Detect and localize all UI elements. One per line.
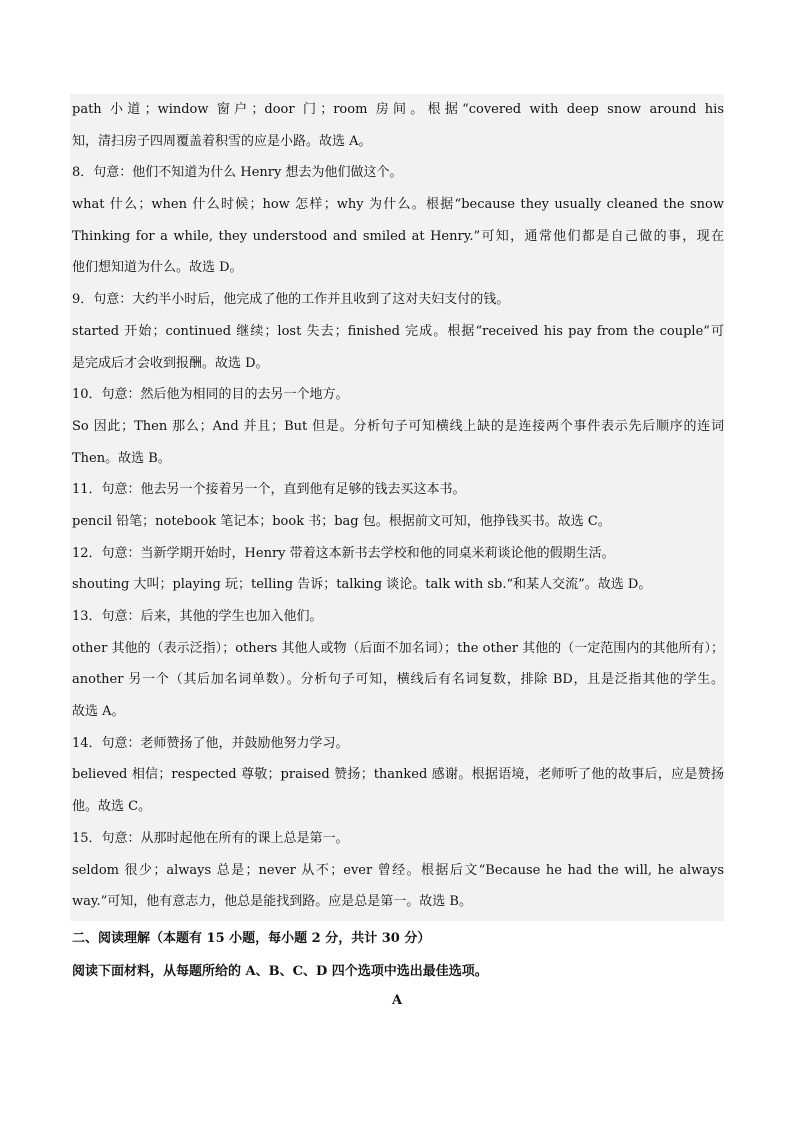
text-line: 15．句意：从那时起他在所有的课上总是第一。	[72, 830, 349, 846]
text-line: 知，清扫房子四周覆盖着积雪的应是小路。故选 A。	[72, 133, 372, 149]
text-line: started 开始；continued 继续；lost 失去；finished 完成。根据“received his pay from the couple”可	[72, 323, 724, 339]
text-line: seldom 很少；always 总是；never 从不；ever 曾经。根据后文“Because he had the will, he always	[72, 862, 724, 878]
section-title: 二、阅读理解（本题有 15 小题，每小题 2 分，共计 30 分）	[72, 931, 431, 946]
text-line: what 什么；when 什么时候；how 怎样；why 为什么。根据“because they usually cleaned the snow	[72, 197, 724, 213]
explanation-text	[72, 94, 724, 918]
passage-label: A	[391, 993, 403, 1008]
text-line: pencil 铅笔；notebook 笔记本；book 书；bag 包。根据前文可知，他挣钱买书。故选 C。	[72, 513, 611, 529]
text-line: path 小道；window 窗户；door 门；room 房间。根据“covered with deep snow around his	[72, 102, 724, 117]
text-line: So 因此；Then 那么；And 并且；But 但是。分析句子可知横线上缺的是连接两个事件表示先后顺序的连词	[72, 418, 724, 434]
text-line: 13．句意：后来，其他的学生也加入他们。	[72, 609, 323, 624]
text-line: 9．句意：大约半小时后，他完成了他的工作并且收到了这对夫妇支付的钱。	[72, 292, 510, 308]
text-line: shouting 大叫；playing 玩；telling 告诉；talking 谈论。talk with sb.“和某人交流”。故选 D。	[72, 577, 652, 593]
text-line: 8．句意：他们不知道为什么 Henry 想去为他们做这个。	[72, 165, 403, 181]
text-line: Then。故选 B。	[72, 450, 171, 466]
text-line: 他们想知道为什么。故选 D。	[72, 260, 243, 276]
text-line: 12．句意：当新学期开始时，Henry 带着这本新书去学校和他的同桌米莉谈论他的假期生活。	[72, 545, 615, 561]
text-line: 11．句意：他去另一个接着另一个，直到他有足够的钱去买这本书。	[72, 482, 466, 498]
text-line: 10．句意：然后他为相同的目的去另一个地方。	[72, 387, 349, 403]
text-line: 他。故选 C。	[72, 799, 152, 815]
text-line: way.”可知，他有意志力，他总是能找到路。应是总是第一。故选 B。	[72, 894, 472, 910]
text-line: other 其他的（表示泛指）；others 其他人或物（后面不加名词）；the other 其他的（一定范围内的其他所有）；	[72, 640, 724, 656]
text-line: 是完成后才会收到报酬。故选 D。	[72, 355, 269, 371]
text-line: believed 相信；respected 尊敬；praised 赞扬；thanked 感谢。根据语境，老师听了他的故事后，应是赞扬	[72, 767, 724, 783]
section-instruction: 阅读下面材料，从每题所给的 A、B、C、D 四个选项中选出最佳选项。	[72, 964, 488, 979]
text-line: Thinking for a while, they understood and smiled at Henry.”可知，通常他们都是自己做的事，现在	[72, 228, 724, 244]
text-line: another 另一个（其后加名词单数）。分析句子可知，横线后有名词复数，排除 BD，且是泛指其他的学生。	[72, 672, 724, 688]
text-line: 故选 A。	[72, 704, 125, 720]
text-line: 14．句意：老师赞扬了他，并鼓励他努力学习。	[72, 735, 349, 751]
